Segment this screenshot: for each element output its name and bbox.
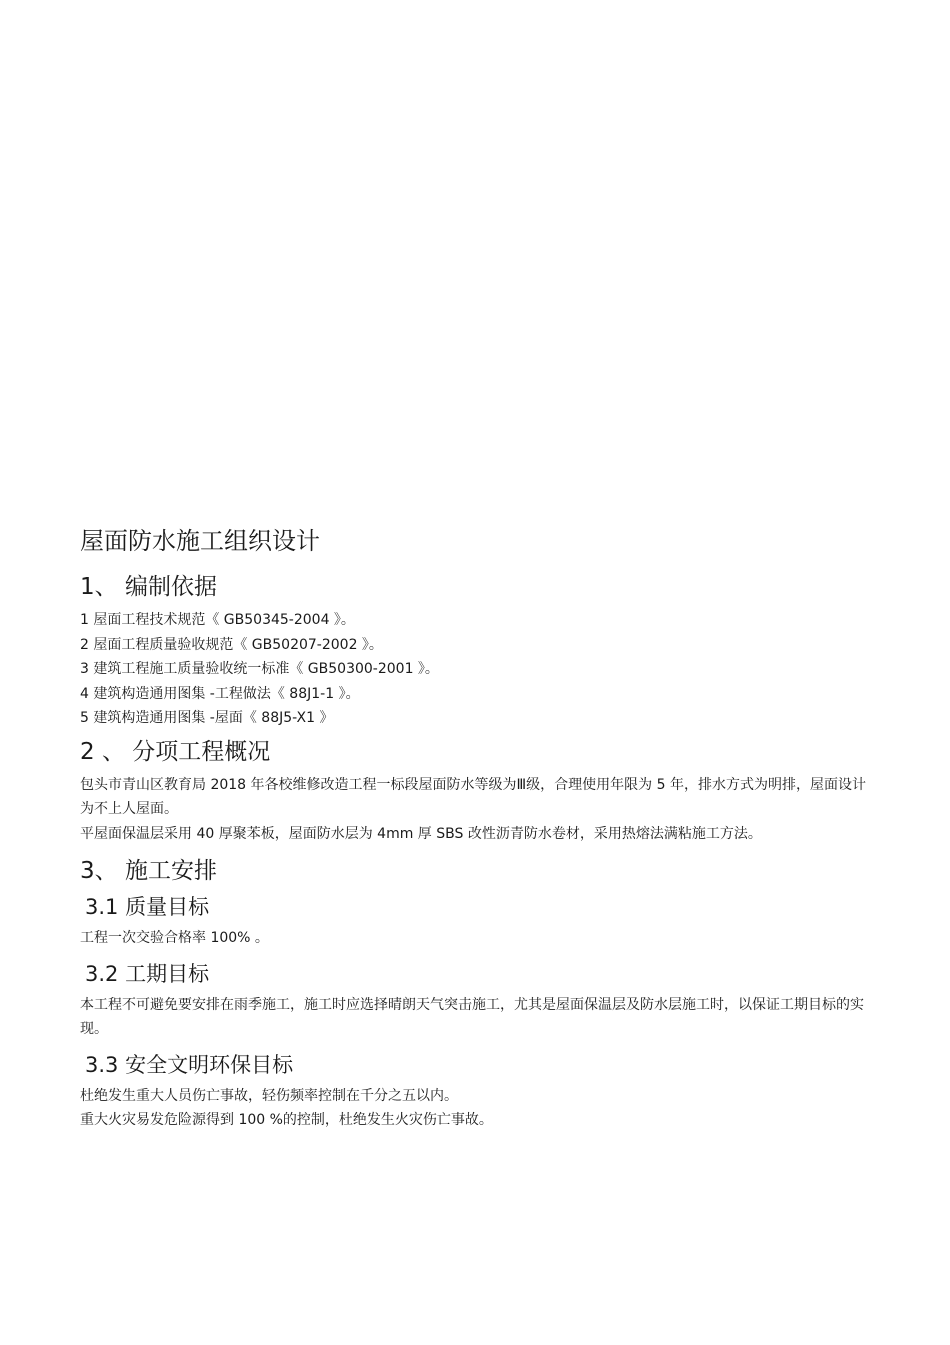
subsection-heading-3-2: 3.2 工期目标 [85, 961, 210, 986]
document-title: 屋面防水施工组织设计 [80, 527, 320, 555]
quality-goal [80, 926, 870, 951]
section-heading-1: 1、 编制依据 [80, 574, 217, 600]
project-overview [80, 773, 870, 847]
section-heading-2: 2 、 分项工程概况 [80, 738, 271, 765]
reference-item: 1 屋面工程技术规范《 GB50345-2004 》。 [80, 612, 355, 628]
overview-paragraph: 包头市青山区教育局 2018 年各校维修改造工程一标段屋面防水等级为Ⅲ级，合理使用年限为 5 年，排水方式为明排，屋面设计为不上人屋面。 [80, 776, 866, 817]
safety-goal-paragraph: 重大火灾易发危险源得到 100 %的控制，杜绝发生火灾伤亡事故。 [80, 1112, 493, 1128]
reference-item: 2 屋面工程质量验收规范《 GB50207-2002 》。 [80, 636, 383, 653]
document-content [80, 524, 870, 1141]
section-heading-3: 3、 施工安排 [80, 858, 217, 884]
schedule-goal-paragraph: 本工程不可避免要安排在雨季施工，施工时应选择晴朗天气突击施工，尤其是屋面保温层及防水层施工时，以保证工期目标的实现。 [80, 996, 864, 1037]
safety-goal-paragraph: 杜绝发生重大人员伤亡事故，轻伤频率控制在千分之五以内。 [80, 1087, 458, 1104]
overview-paragraph: 平屋面保温层采用 40 厚聚苯板，屋面防水层为 4mm 厚 SBS 改性沥青防水卷材，采用热熔法满粘施工方法。 [80, 825, 762, 842]
quality-goal-paragraph: 工程一次交验合格率 100% 。 [80, 930, 269, 946]
safety-goal [80, 1084, 870, 1133]
reference-item: 5 建筑构造通用图集 -屋面《 88J5-X1 》 [80, 710, 334, 726]
reference-item: 4 建筑构造通用图集 -工程做法《 88J1-1 》。 [80, 685, 360, 702]
subsection-heading-3-1: 3.1 质量目标 [85, 895, 210, 919]
subsection-heading-3-3: 3.3 安全文明环保目标 [85, 1052, 294, 1077]
schedule-goal [80, 993, 870, 1042]
reference-list [80, 608, 870, 731]
reference-item: 3 建筑工程施工质量验收统一标准《 GB50300-2001 》。 [80, 661, 439, 677]
